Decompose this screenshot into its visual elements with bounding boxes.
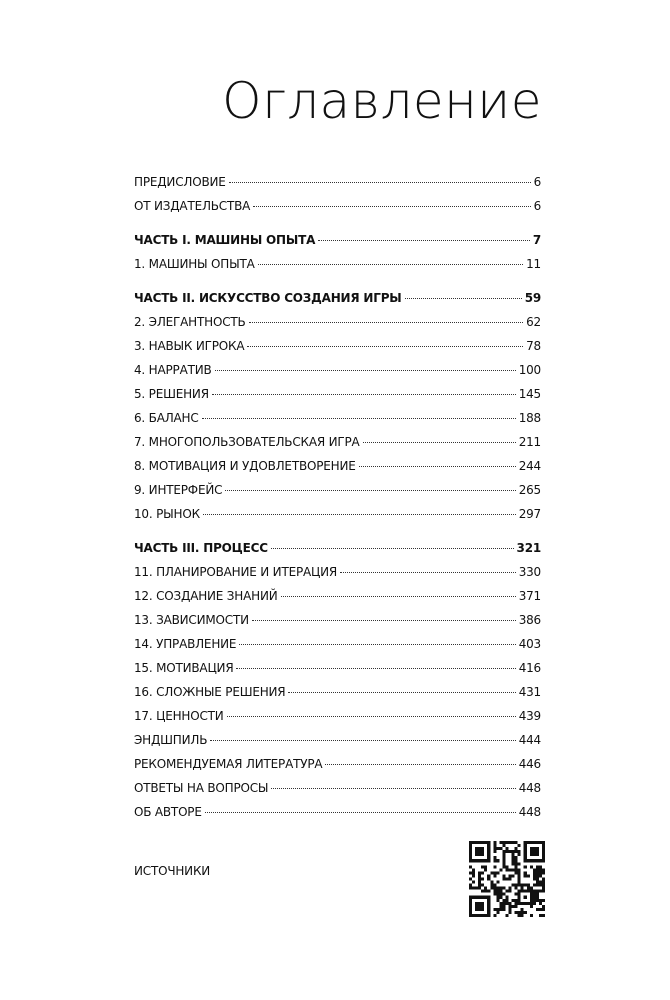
toc-entry[interactable]: [134, 565, 541, 589]
toc-entry[interactable]: [134, 637, 541, 661]
section-gap: [134, 223, 541, 233]
dot-leader: [212, 394, 516, 395]
dot-leader: [225, 490, 515, 491]
toc-entry-page: 444: [518, 733, 541, 747]
toc-part-entry[interactable]: [134, 233, 541, 257]
dot-leader: [247, 346, 523, 347]
page-title: Оглавление: [222, 72, 542, 130]
toc-entry-page: 265: [518, 483, 541, 497]
toc-entry-label: РЕКОМЕНДУЕМАЯ ЛИТЕРАТУРА: [134, 757, 323, 771]
toc-part-entry[interactable]: [134, 291, 541, 315]
toc-entry-label: ЧАСТЬ II. ИСКУССТВО СОЗДАНИЯ ИГРЫ: [134, 291, 402, 305]
toc-entry-page: 321: [516, 541, 541, 555]
toc-entry[interactable]: [134, 805, 541, 829]
toc-entry-label: 6. БАЛАНС: [134, 411, 199, 425]
dot-leader: [203, 514, 516, 515]
toc-entry[interactable]: [134, 685, 541, 709]
dot-leader: [236, 668, 515, 669]
toc-entry-page: 59: [524, 291, 541, 305]
dot-leader: [340, 572, 516, 573]
toc-entry-page: 145: [518, 387, 541, 401]
sources-link[interactable]: ИСТОЧНИКИ: [134, 864, 211, 878]
toc-entry[interactable]: [134, 387, 541, 411]
dot-leader: [405, 298, 522, 299]
toc-entry-label: ЭНДШПИЛЬ: [134, 733, 208, 747]
dot-leader: [258, 264, 523, 265]
toc-entry[interactable]: [134, 781, 541, 805]
toc-entry-page: 211: [518, 435, 541, 449]
toc-entry-page: 188: [518, 411, 541, 425]
dot-leader: [359, 466, 516, 467]
toc-entry-page: 448: [518, 805, 541, 819]
toc-entry-label: 16. СЛОЖНЫЕ РЕШЕНИЯ: [134, 685, 286, 699]
toc-part-entry[interactable]: [134, 541, 541, 565]
toc-entry-label: ОТВЕТЫ НА ВОПРОСЫ: [134, 781, 269, 795]
toc-entry-page: 244: [518, 459, 541, 473]
table-of-contents: [134, 175, 541, 829]
dot-leader: [227, 716, 516, 717]
toc-entry-label: 9. ИНТЕРФЕЙС: [134, 483, 223, 497]
dot-leader: [210, 740, 515, 741]
toc-entry-page: 446: [518, 757, 541, 771]
toc-entry[interactable]: [134, 363, 541, 387]
toc-entry-label: 17. ЦЕННОСТИ: [134, 709, 224, 723]
toc-entry-label: 4. НАРРАТИВ: [134, 363, 212, 377]
toc-entry[interactable]: [134, 507, 541, 531]
section-gap: [134, 531, 541, 541]
toc-entry-label: 11. ПЛАНИРОВАНИЕ И ИТЕРАЦИЯ: [134, 565, 338, 579]
qr-code-icon[interactable]: [469, 841, 545, 917]
toc-entry[interactable]: [134, 257, 541, 281]
dot-leader: [239, 644, 515, 645]
toc-entry-page: 371: [518, 589, 541, 603]
toc-entry[interactable]: [134, 733, 541, 757]
toc-entry-label: ОБ АВТОРЕ: [134, 805, 202, 819]
dot-leader: [229, 182, 531, 183]
toc-entry[interactable]: [134, 315, 541, 339]
toc-entry[interactable]: [134, 483, 541, 507]
toc-entry[interactable]: [134, 613, 541, 637]
toc-entry-label: 12. СОЗДАНИЕ ЗНАНИЙ: [134, 589, 278, 603]
toc-entry-page: 416: [518, 661, 541, 675]
toc-entry-label: ПРЕДИСЛОВИЕ: [134, 175, 226, 189]
toc-entry[interactable]: [134, 459, 541, 483]
toc-entry-page: 431: [518, 685, 541, 699]
toc-entry-label: 1. МАШИНЫ ОПЫТА: [134, 257, 255, 271]
toc-entry-label: 14. УПРАВЛЕНИЕ: [134, 637, 237, 651]
toc-entry-page: 403: [518, 637, 541, 651]
section-gap: [134, 281, 541, 291]
toc-entry[interactable]: [134, 199, 541, 223]
toc-entry-page: 78: [526, 339, 541, 353]
toc-entry-page: 100: [518, 363, 541, 377]
dot-leader: [271, 548, 514, 549]
toc-entry[interactable]: [134, 589, 541, 613]
toc-entry-label: 8. МОТИВАЦИЯ И УДОВЛЕТВОРЕНИЕ: [134, 459, 356, 473]
toc-entry-label: 10. РЫНОК: [134, 507, 200, 521]
toc-entry-label: 13. ЗАВИСИМОСТИ: [134, 613, 249, 627]
toc-entry-page: 7: [532, 233, 541, 247]
toc-entry-page: 448: [518, 781, 541, 795]
toc-entry-label: 15. МОТИВАЦИЯ: [134, 661, 234, 675]
toc-entry-page: 6: [533, 199, 541, 213]
dot-leader: [252, 620, 516, 621]
dot-leader: [318, 240, 530, 241]
toc-entry[interactable]: [134, 435, 541, 459]
dot-leader: [253, 206, 530, 207]
toc-entry-page: 386: [518, 613, 541, 627]
toc-entry-page: 11: [526, 257, 541, 271]
toc-entry-label: 2. ЭЛЕГАНТНОСТЬ: [134, 315, 246, 329]
dot-leader: [288, 692, 515, 693]
toc-entry-page: 330: [518, 565, 541, 579]
toc-entry-label: ОТ ИЗДАТЕЛЬСТВА: [134, 199, 251, 213]
toc-entry-label: 7. МНОГОПОЛЬЗОВАТЕЛЬСКАЯ ИГРА: [134, 435, 360, 449]
toc-entry-page: 6: [533, 175, 541, 189]
dot-leader: [271, 788, 515, 789]
toc-entry-label: 5. РЕШЕНИЯ: [134, 387, 209, 401]
toc-entry[interactable]: [134, 411, 541, 435]
toc-entry[interactable]: [134, 175, 541, 199]
toc-entry-page: 297: [518, 507, 541, 521]
dot-leader: [325, 764, 515, 765]
toc-entry-label: ЧАСТЬ I. МАШИНЫ ОПЫТА: [134, 233, 316, 247]
toc-entry-page: 62: [526, 315, 541, 329]
toc-entry[interactable]: [134, 757, 541, 781]
dot-leader: [215, 370, 516, 371]
dot-leader: [205, 812, 516, 813]
toc-entry[interactable]: [134, 661, 541, 685]
dot-leader: [202, 418, 516, 419]
dot-leader: [363, 442, 516, 443]
toc-entry-label: ЧАСТЬ III. ПРОЦЕСС: [134, 541, 268, 555]
toc-entry[interactable]: [134, 339, 541, 363]
toc-entry-label: 3. НАВЫК ИГРОКА: [134, 339, 245, 353]
dot-leader: [249, 322, 524, 323]
dot-leader: [281, 596, 516, 597]
toc-entry[interactable]: [134, 709, 541, 733]
toc-entry-page: 439: [518, 709, 541, 723]
